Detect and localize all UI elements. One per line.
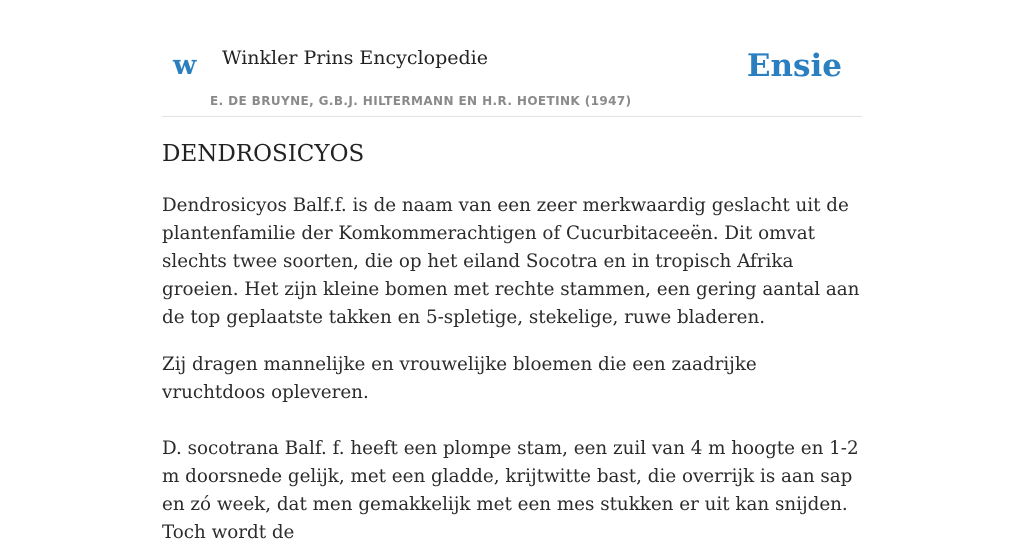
article-paragraph: Zij dragen mannelijke en vrouwelijke bloemen die een zaadrijke vruchtdoos opleveren. bbox=[162, 354, 757, 403]
authors-line: E. DE BRUYNE, G.B.J. HILTERMANN EN H.R. HOETINK (1947) bbox=[210, 94, 632, 108]
article-headword: DENDROSICYOS bbox=[162, 141, 365, 167]
logo-icon[interactable]: w bbox=[173, 50, 197, 81]
site-header bbox=[162, 0, 862, 117]
article-paragraph: Dendrosicyos Balf.f. is de naam van een zeer merkwaardig geslacht uit de plantenfamilie der Komkommerachtigen of Cucurbitaceeën. Dit omvat slechts twee soorten, die op het eiland Socotra en in tropisch Afrika groeien. Het zijn kleine bomen met rechte stammen, een gering aantal aan de top geplaatste takken en 5-spletige, stekelige, ruwe bladeren. bbox=[162, 195, 860, 328]
brand-logo[interactable]: Ensie bbox=[746, 48, 842, 84]
article-paragraph: D. socotrana Balf. f. heeft een plompe stam, een zuil van 4 m hoogte en 1-2 m doorsnede gelijk, met een gladde, krijtwitte bast, die overrijk is aan sap en zó week, dat men gemakkelijk met een mes stukken er uit kan snijden. Toch wordt de bbox=[162, 438, 859, 543]
site-title[interactable]: Winkler Prins Encyclopedie bbox=[222, 47, 488, 69]
page bbox=[162, 0, 862, 543]
